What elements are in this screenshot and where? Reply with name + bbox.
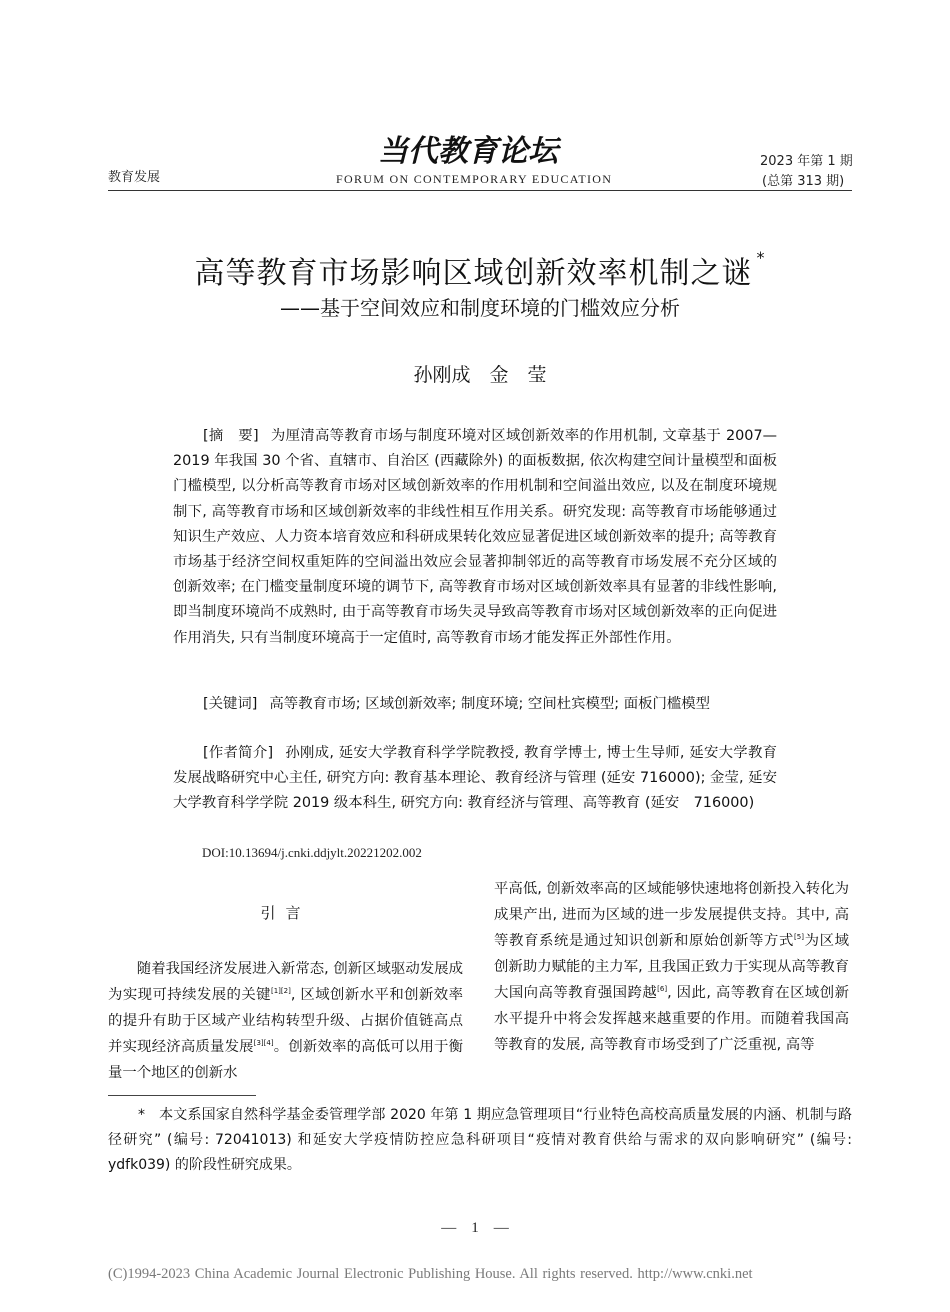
issue-number: 2023 年第 1 期	[760, 154, 853, 169]
title-footnote-mark: *	[756, 248, 766, 267]
article-title-text: 高等教育市场影响区域创新效率机制之谜	[194, 256, 753, 291]
citation[interactable]: [3][4]	[253, 1039, 274, 1048]
body-paragraph	[494, 876, 849, 1058]
page-number: — 1 —	[441, 1220, 509, 1236]
copyright-notice: (C)1994-2023 China Academic Journal Electronic Publishing House. All rights reserved. http://www.cnki.net	[108, 1266, 753, 1282]
body-text: 随着我国经济发展进入新常态, 创新区域驱动发展成为实现可持续发展的关键	[108, 961, 463, 1003]
citation[interactable]: [6]	[657, 985, 668, 994]
footnote-mark: *	[138, 1107, 145, 1123]
header-divider	[108, 190, 852, 191]
footnote	[108, 1103, 852, 1178]
body-text: 平高低, 创新效率高的区域能够快速地将创新投入转化为成果产出, 进而为区域的进一步发展提供支持。其中, 高等教育系统是通过知识创新和原始创新等方式	[494, 881, 849, 949]
abstract-text: 为厘清高等教育市场与制度环境对区域创新效率的作用机制, 文章基于 2007—2019 年我国 30 个省、直辖市、自治区 (西藏除外) 的面板数据, 依次构建空间计量模型和面板门槛模型, 以分析高等教育市场对区域创新效率的作用机制和空间溢出效应, 以及在制度环境规制下, 高等教育市场和区域创新效率的非线性相互作用关系。研究发现: 高等教育市场能够通过知识生产效应、人力资本培育效应和科研成果转化效应显著促进区域创新效率的提升; 高等教育市场基于经济空间权重矩阵的空间溢出效应会显著抑制邻近的高等教育市场发展不充分区域的创新效率; 在门槛变量制度环境的调节下, 高等教育市场对区域创新效率具有显著的非线性影响, 即当制度环境尚不成熟时, 由于高等教育市场失灵导致高等教育市场对区域创新效率的正向促进作用消失, 只有当制度环境高于一定值时, 高等教育市场才能发挥正外部性作用。	[173, 428, 777, 646]
abstract-label: [摘 要]	[203, 428, 259, 444]
journal-english-name: FORUM ON CONTEMPORARY EDUCATION	[336, 172, 613, 186]
section-heading-introduction: 引言	[260, 904, 311, 922]
section-label: 教育发展	[108, 170, 161, 185]
article-authors: 孙刚成 金 莹	[413, 364, 547, 386]
article-subtitle: ——基于空间效应和制度环境的门槛效应分析	[280, 296, 680, 320]
author-intro-text: 孙刚成, 延安大学教育科学学院教授, 教育学博士, 博士生导师, 延安大学教育发展战略研究中心主任, 研究方向: 教育基本理论、教育经济与管理 (延安 716000); 金莹, 延安大学教育科学学院 2019 级本科生, 研究方向: 教育经济与管理、高等教育 (延安 716000)	[173, 745, 777, 812]
citation[interactable]: [5]	[794, 933, 804, 942]
footnote-text: 本文系国家自然科学基金委管理学部 2020 年第 1 期应急管理项目“行业特色高校高质量发展的内涵、机制与路径研究” (编号: 72041013) 和延安大学疫情防控应急科研项目“疫情对教育供给与需求的双向影响研究” (编号: ydfk039) 的阶段性研究成果。	[108, 1107, 852, 1173]
journal-logo	[372, 131, 564, 169]
citation[interactable]: [1][2]	[271, 987, 291, 996]
body-text: 。创新效率的高低可以用于衡量一个地区的创新水	[108, 1039, 463, 1081]
issue-total-number: (总第 313 期)	[762, 174, 845, 189]
body-paragraph	[108, 956, 463, 1086]
abstract	[173, 424, 777, 651]
article-title	[100, 248, 860, 292]
journal-logo-text: 当代教育论坛	[378, 134, 558, 169]
keywords-text: 高等教育市场; 区域创新效率; 制度环境; 空间杜宾模型; 面板门槛模型	[269, 696, 711, 712]
author-intro	[173, 741, 777, 817]
keywords-label: [关键词]	[203, 696, 258, 712]
doi: DOI:10.13694/j.cnki.ddjylt.20221202.002	[202, 845, 422, 860]
body-right-column	[494, 876, 849, 1058]
footnote-divider	[108, 1095, 256, 1096]
author-intro-label: [作者简介]	[203, 745, 274, 761]
keywords	[173, 692, 777, 717]
body-text: , 区域创新水平和创新效率的提升有助于区域产业结构转型升级、占据价值链高点并实现经济高质量发展	[108, 987, 463, 1055]
body-text: , 因此, 高等教育在区域创新水平提升中将会发挥越来越重要的作用。而随着我国高等教育的发展, 高等教育市场受到了广泛重视, 高等	[494, 985, 849, 1053]
body-left-column	[108, 956, 463, 1086]
body-text: 为区域创新助力赋能的主力军, 且我国正致力于实现从高等教育大国向高等教育强国跨越	[494, 933, 849, 1001]
